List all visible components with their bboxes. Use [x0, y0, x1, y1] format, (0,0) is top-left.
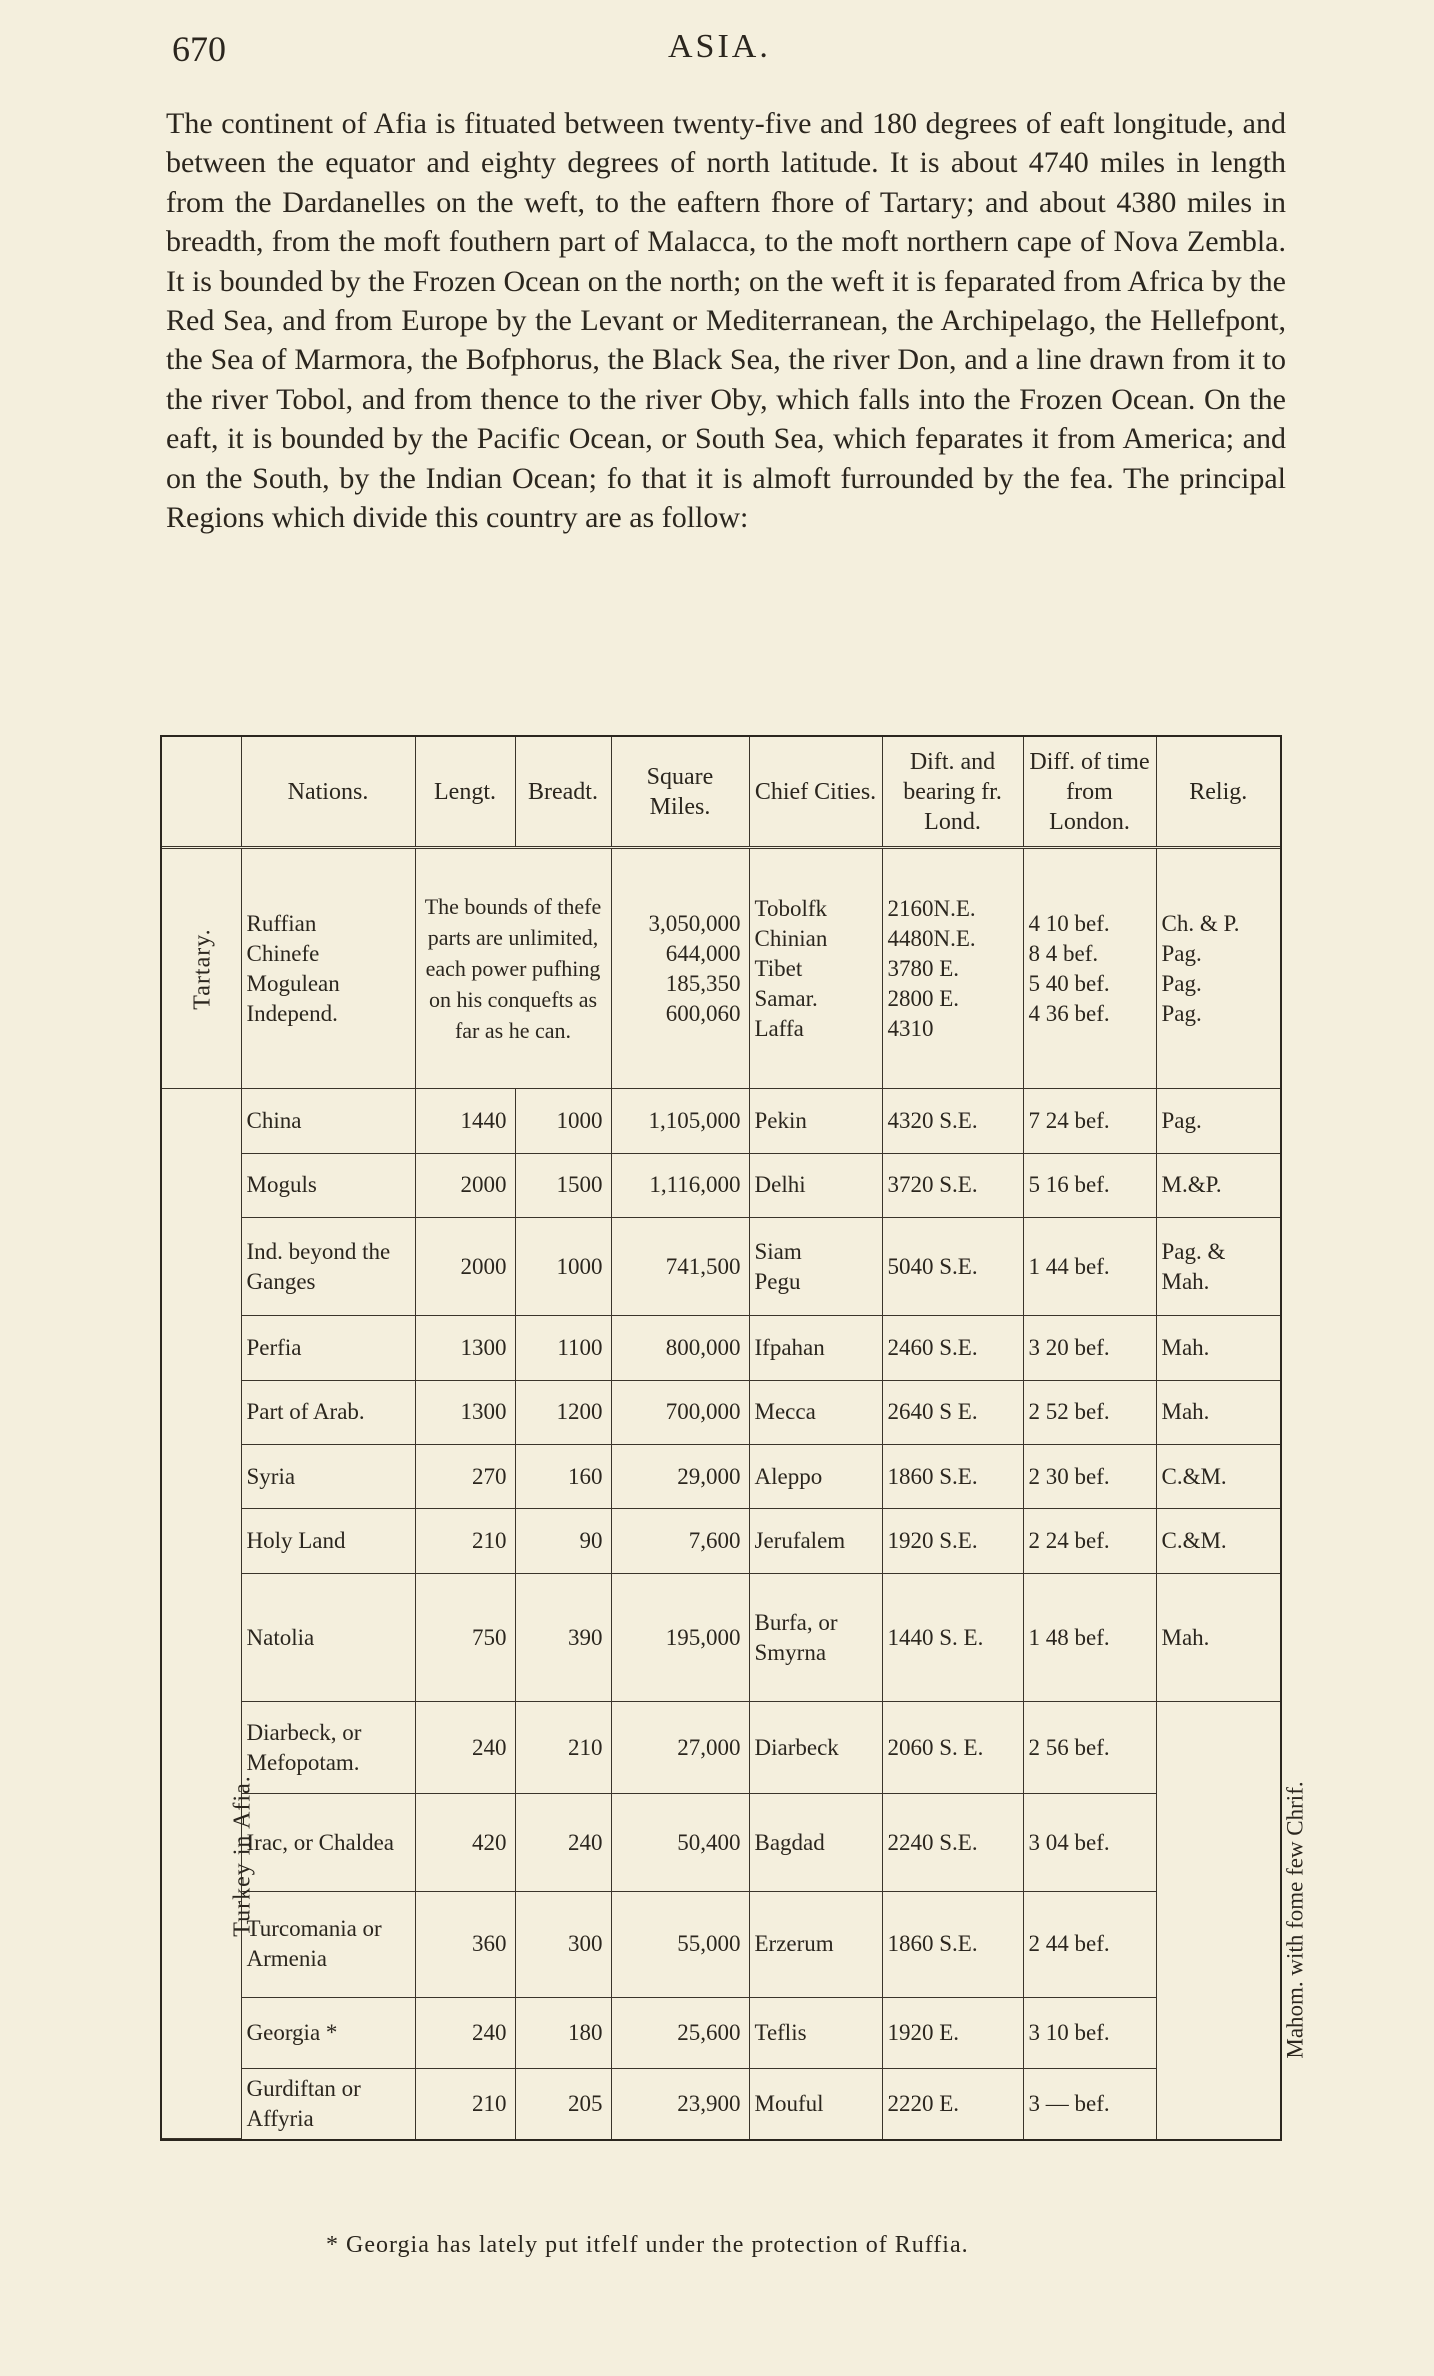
distance-cell: 1920 S.E. [882, 1509, 1023, 1573]
length-cell: 270 [415, 1444, 515, 1508]
regions-table [160, 735, 1308, 2141]
breadth-cell: 390 [515, 1573, 611, 1702]
distance-cell: 3720 S.E. [882, 1153, 1023, 1217]
nation-cell: Holy Land [241, 1509, 415, 1573]
nation-cell: Gurdiftan or Affyria [241, 2069, 415, 2139]
square-miles-cell: 50,400 [611, 1794, 749, 1891]
nation-cell: Moguls [241, 1153, 415, 1217]
distance-cell: 2220 E. [882, 2069, 1023, 2139]
length-cell: 360 [415, 1891, 515, 1997]
table-row [162, 1573, 1280, 1702]
city-cell: Erzerum [749, 1891, 882, 1997]
time-cell: 7 24 bef. [1023, 1089, 1156, 1153]
length-cell: 1300 [415, 1316, 515, 1380]
group-spacer [162, 1153, 241, 1217]
city-cell: Aleppo [749, 1444, 882, 1508]
square-miles-cell: 7,600 [611, 1509, 749, 1573]
square-miles-cell: 741,500 [611, 1218, 749, 1316]
group-spacer [162, 1444, 241, 1508]
nation-cell: Turcomania or Armenia [241, 1891, 415, 1997]
table-row [162, 1153, 1280, 1217]
table-row [162, 1218, 1280, 1316]
religion-cell: Mah. [1156, 1380, 1280, 1444]
distance-cell: 5040 S.E. [882, 1218, 1023, 1316]
intro-paragraph: The continent of Afia is fituated between twenty-five and 180 degrees of eaft longitude, and between the equator and eighty degrees of north latitude. It is about 4740 miles in length from the Dardanelles on the weft, to the eaftern fhore of Tartary; and about 4380 miles in breadth, from the moft fouthern part of Malacca, to the moft northern cape of Nova Zembla. It is bounded by the Frozen Ocean on the north; on the weft it is feparated from Africa by the Red Sea, and from Europe by the Levant or Mediterranean, the Archipelago, the Hellefpont, the Sea of Marmora, the Bofphorus, the Black Sea, the river Don, and a line drawn from it to the river Tobol, and from thence to the river Oby, which falls into the Frozen Ocean. On the eaft, it is bounded by the Pacific Ocean, or South Sea, which feparates it from America; and on the South, by the Indian Ocean; fo that it is almoft furrounded by the fea. The principal Regions which divide this country are as follow: [166, 107, 1286, 535]
square-miles-cell: 1,116,000 [611, 1153, 749, 1217]
running-head: ASIA. [668, 28, 771, 65]
distance-cell: 2640 S E. [882, 1380, 1023, 1444]
tartary-bounds-note: The bounds of thefe parts are unlimited, each power pufhing on his conquefts as far as he can. [415, 848, 611, 1089]
distance-cell: 1860 S.E. [882, 1444, 1023, 1508]
city-cell: Pekin [749, 1089, 882, 1153]
time-cell: 3 — bef. [1023, 2069, 1156, 2139]
breadth-cell: 1200 [515, 1380, 611, 1444]
tartary-square-miles: 3,050,000 644,000 185,350 600,060 [611, 848, 749, 1089]
distance-cell: 4320 S.E. [882, 1089, 1023, 1153]
religion-cell: C.&M. [1156, 1444, 1280, 1508]
square-miles-cell: 1,105,000 [611, 1089, 749, 1153]
city-cell: Siam Pegu [749, 1218, 882, 1316]
time-cell: 2 52 bef. [1023, 1380, 1156, 1444]
table-header-row [162, 737, 1280, 848]
group-spacer [162, 1218, 241, 1316]
breadth-cell: 180 [515, 1997, 611, 2069]
city-cell: Bagdad [749, 1794, 882, 1891]
square-miles-cell: 195,000 [611, 1573, 749, 1702]
time-cell: 2 44 bef. [1023, 1891, 1156, 1997]
breadth-cell: 1500 [515, 1153, 611, 1217]
square-miles-cell: 800,000 [611, 1316, 749, 1380]
city-cell: Diarbeck [749, 1702, 882, 1794]
header-length: Lengt. [415, 737, 515, 848]
city-cell: Teflis [749, 1997, 882, 2069]
length-cell: 240 [415, 1702, 515, 1794]
time-cell: 3 20 bef. [1023, 1316, 1156, 1380]
table-row [162, 2069, 1280, 2139]
breadth-cell: 210 [515, 1702, 611, 1794]
time-cell: 1 44 bef. [1023, 1218, 1156, 1316]
religion-cell: Pag. [1156, 1089, 1280, 1153]
square-miles-cell: 23,900 [611, 2069, 749, 2139]
city-cell: Mecca [749, 1380, 882, 1444]
time-cell: 2 56 bef. [1023, 1702, 1156, 1794]
breadth-cell: 240 [515, 1794, 611, 1891]
table-row [162, 1380, 1280, 1444]
nation-cell: Perfia [241, 1316, 415, 1380]
breadth-cell: 300 [515, 1891, 611, 1997]
nation-cell: Diarbeck, or Mefopotam. [241, 1702, 415, 1794]
distance-cell: 1920 E. [882, 1997, 1023, 2069]
group-header [162, 737, 241, 848]
length-cell: 240 [415, 1997, 515, 2069]
city-cell: Burfa, or Smyrna [749, 1573, 882, 1702]
table-row [162, 1509, 1280, 1573]
header-chief-cities: Chief Cities. [749, 737, 882, 848]
city-cell: Mouful [749, 2069, 882, 2139]
city-cell: Delhi [749, 1153, 882, 1217]
group-label-turkey: Turkey in Afia. [162, 1573, 241, 2138]
distance-cell: 1860 S.E. [882, 1891, 1023, 1997]
square-miles-cell: 27,000 [611, 1702, 749, 1794]
nation-cell: Syria [241, 1444, 415, 1508]
nation-cell: Natolia [241, 1573, 415, 1702]
length-cell: 750 [415, 1573, 515, 1702]
time-cell: 5 16 bef. [1023, 1153, 1156, 1217]
religion-group-note: Mahom. with fome few Chrif. [1156, 1702, 1280, 2139]
breadth-cell: 90 [515, 1509, 611, 1573]
breadth-cell: 205 [515, 2069, 611, 2139]
distance-cell: 2060 S. E. [882, 1702, 1023, 1794]
time-cell: 3 04 bef. [1023, 1794, 1156, 1891]
length-cell: 210 [415, 1509, 515, 1573]
table-row [162, 1794, 1280, 1891]
header-nations: Nations. [241, 737, 415, 848]
length-cell: 1440 [415, 1089, 515, 1153]
length-cell: 210 [415, 2069, 515, 2139]
group-spacer [162, 1316, 241, 1380]
distance-cell: 2240 S.E. [882, 1794, 1023, 1891]
breadth-cell: 160 [515, 1444, 611, 1508]
header-distance: Dift. and bearing fr. Lond. [882, 737, 1023, 848]
breadth-cell: 1000 [515, 1218, 611, 1316]
square-miles-cell: 29,000 [611, 1444, 749, 1508]
header-time: Diff. of time from London. [1023, 737, 1156, 848]
tartary-nations: Ruffian Chinefe Mogulean Independ. [241, 848, 415, 1089]
length-cell: 2000 [415, 1153, 515, 1217]
tartary-row [162, 848, 1280, 1089]
city-cell: Jerufalem [749, 1509, 882, 1573]
time-cell: 2 30 bef. [1023, 1444, 1156, 1508]
length-cell: 2000 [415, 1218, 515, 1316]
breadth-cell: 1000 [515, 1089, 611, 1153]
nation-cell: Part of Arab. [241, 1380, 415, 1444]
table-row [162, 1891, 1280, 1997]
group-label-tartary: Tartary. [162, 848, 241, 1089]
tartary-distance: 2160N.E. 4480N.E. 3780 E. 2800 E. 4310 [882, 848, 1023, 1089]
tartary-time: 4 10 bef. 8 4 bef. 5 40 bef. 4 36 bef. [1023, 848, 1156, 1089]
header-breadth: Breadt. [515, 737, 611, 848]
square-miles-cell: 700,000 [611, 1380, 749, 1444]
group-spacer [162, 1509, 241, 1573]
table-row [162, 1089, 1280, 1153]
religion-cell: Mah. [1156, 1316, 1280, 1380]
square-miles-cell: 25,600 [611, 1997, 749, 2069]
distance-cell: 2460 S.E. [882, 1316, 1023, 1380]
time-cell: 2 24 bef. [1023, 1509, 1156, 1573]
square-miles-cell: 55,000 [611, 1891, 749, 1997]
nation-cell: Irac, or Chaldea [241, 1794, 415, 1891]
tartary-religion: Ch. & P. Pag. Pag. Pag. [1156, 848, 1280, 1089]
length-cell: 420 [415, 1794, 515, 1891]
time-cell: 3 10 bef. [1023, 1997, 1156, 2069]
religion-cell: C.&M. [1156, 1509, 1280, 1573]
group-spacer [162, 1380, 241, 1444]
time-cell: 1 48 bef. [1023, 1573, 1156, 1702]
religion-cell: Pag. & Mah. [1156, 1218, 1280, 1316]
header-square-miles: Square Miles. [611, 737, 749, 848]
length-cell: 1300 [415, 1380, 515, 1444]
header-religion: Relig. [1156, 737, 1280, 848]
nation-cell: Georgia * [241, 1997, 415, 2069]
page-number: 670 [172, 29, 226, 69]
table-row [162, 1997, 1280, 2069]
footnote: * Georgia has lately put itfelf under the protection of Ruffia. [326, 2232, 969, 2258]
group-spacer [162, 1089, 241, 1153]
distance-cell: 1440 S. E. [882, 1573, 1023, 1702]
table-row [162, 1702, 1280, 1794]
nation-cell: China [241, 1089, 415, 1153]
city-cell: Ifpahan [749, 1316, 882, 1380]
religion-cell: Mah. [1156, 1573, 1280, 1702]
tartary-cities: Tobolfk Chinian Tibet Samar. Laffa [749, 848, 882, 1089]
table-row [162, 1316, 1280, 1380]
nation-cell: Ind. beyond the Ganges [241, 1218, 415, 1316]
religion-cell: M.&P. [1156, 1153, 1280, 1217]
breadth-cell: 1100 [515, 1316, 611, 1380]
table-row [162, 1444, 1280, 1508]
